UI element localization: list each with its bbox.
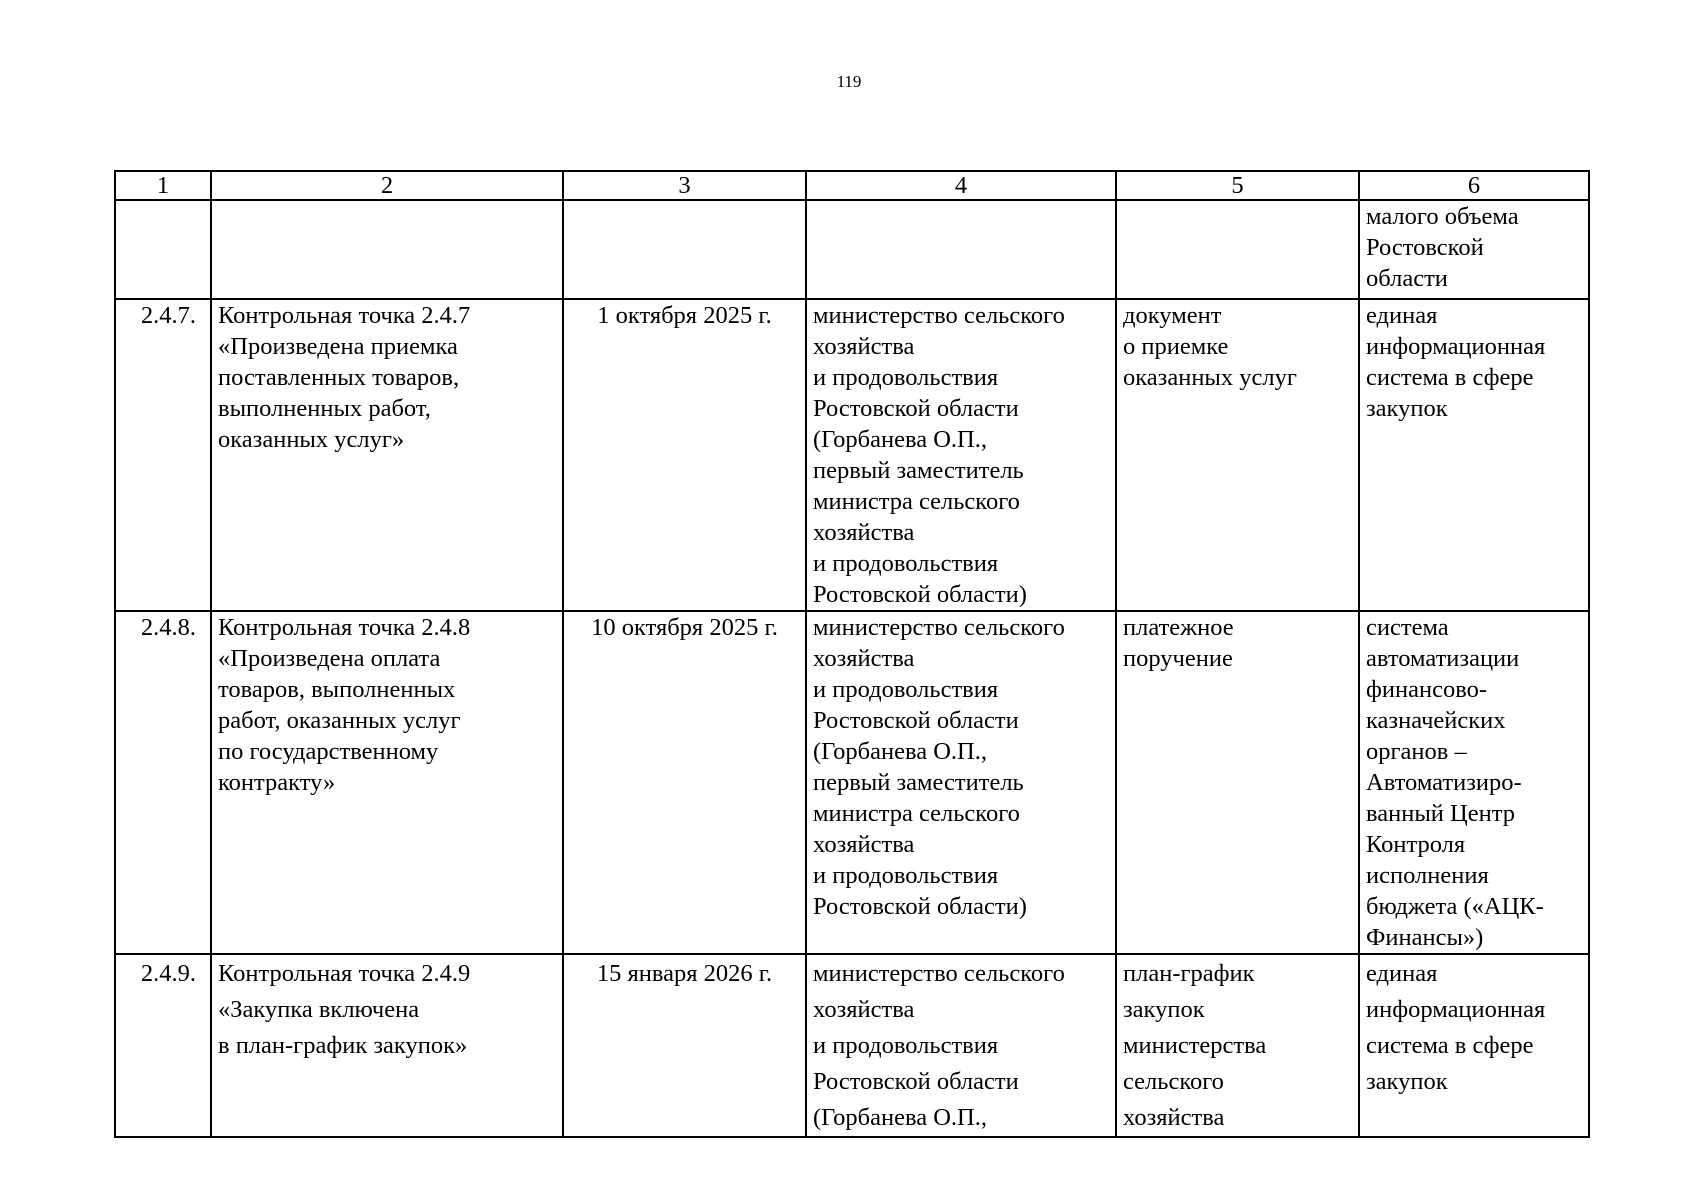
page-number: 119: [836, 72, 862, 91]
control-points-table: [114, 170, 1590, 1138]
cell-system: система автоматизации финансово- казначейских органов – Автоматизиро- ванный Центр Контроля исполнения бюджета («АЦК- Финансы»): [1359, 611, 1589, 954]
cell-number: 2.4.7.: [115, 299, 211, 611]
column-header-1: 1: [115, 171, 211, 200]
table-row-2-4-7: [115, 299, 1589, 611]
cell-date: 15 января 2026 г.: [563, 954, 806, 1137]
column-header-6: 6: [1359, 171, 1589, 200]
cell-event: [211, 200, 563, 299]
cell-responsible: министерство сельского хозяйства и продовольствия Ростовской области (Горбанева О.П.,: [806, 954, 1116, 1137]
cell-document: документ о приемке оказанных услуг: [1116, 299, 1359, 611]
table-header-row: [115, 171, 1589, 200]
cell-document: план-график закупок министерства сельского хозяйства: [1116, 954, 1359, 1137]
column-header-3: 3: [563, 171, 806, 200]
cell-responsible: министерство сельского хозяйства и продовольствия Ростовской области (Горбанева О.П., первый заместитель министра сельского хозяйства и продовольствия Ростовской области): [806, 299, 1116, 611]
cell-event: Контрольная точка 2.4.9 «Закупка включена в план-график закупок»: [211, 954, 563, 1137]
cell-document: платежное поручение: [1116, 611, 1359, 954]
cell-responsible: министерство сельского хозяйства и продовольствия Ростовской области (Горбанева О.П., первый заместитель министра сельского хозяйства и продовольствия Ростовской области): [806, 611, 1116, 954]
cell-system: малого объема Ростовской области: [1359, 200, 1589, 299]
cell-date: 10 октября 2025 г.: [563, 611, 806, 954]
cell-date: [563, 200, 806, 299]
cell-system: единая информационная система в сфере закупок: [1359, 299, 1589, 611]
cell-event: Контрольная точка 2.4.7 «Произведена приемка поставленных товаров, выполненных работ, оказанных услуг»: [211, 299, 563, 611]
column-header-2: 2: [211, 171, 563, 200]
table-row-2-4-9: [115, 954, 1589, 1137]
cell-event: Контрольная точка 2.4.8 «Произведена оплата товаров, выполненных работ, оказанных услуг по государственному контракту»: [211, 611, 563, 954]
table-row-continuation: [115, 200, 1589, 299]
cell-date: 1 октября 2025 г.: [563, 299, 806, 611]
table-row-2-4-8: [115, 611, 1589, 954]
cell-responsible: [806, 200, 1116, 299]
cell-document: [1116, 200, 1359, 299]
cell-number: [115, 200, 211, 299]
column-header-4: 4: [806, 171, 1116, 200]
column-header-5: 5: [1116, 171, 1359, 200]
cell-system: единая информационная система в сфере закупок: [1359, 954, 1589, 1137]
cell-number: 2.4.8.: [115, 611, 211, 954]
cell-number: 2.4.9.: [115, 954, 211, 1137]
